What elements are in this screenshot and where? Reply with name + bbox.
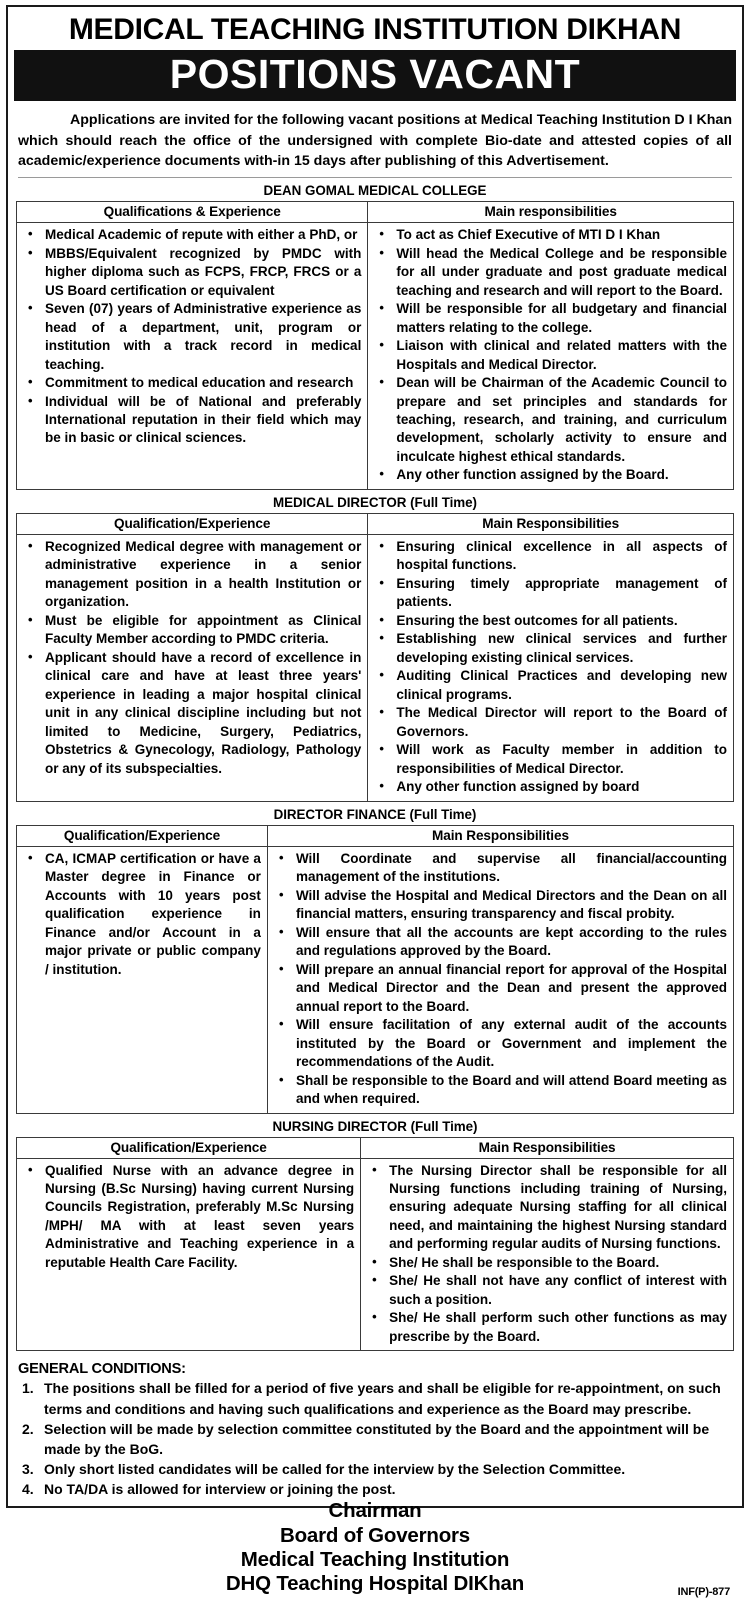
- list-item: • The Medical Director will report to the Board of Governors.: [370, 704, 727, 741]
- section-title: [16, 805, 734, 825]
- list-item: • Establishing new clinical services and further developing existing clinical services.: [370, 630, 727, 667]
- list-item: • Will work as Faculty member in addition to responsibilities of Medical Director.: [370, 741, 727, 778]
- list-item: • Recognized Medical degree with management or administrative experience in a senior management position in a health Institution or organization.: [19, 538, 361, 612]
- list-item: • Dean will be Chairman of the Academic Council to prepare and set principles and standards for teaching, research, and training, and curriculum development, scholarly activity to ensure and inculcate highest ethical standards.: [370, 374, 727, 466]
- list-item: • Any other function assigned by the Board.: [370, 466, 727, 484]
- qualification-list: [19, 850, 261, 979]
- section-title-text: DEAN GOMAL MEDICAL COLLEGE: [263, 183, 487, 199]
- table-row: [17, 534, 734, 801]
- responsibilities-list: [363, 1162, 727, 1347]
- position-section: [16, 1117, 734, 1352]
- list-item: • Will be responsible for all budgetary and financial matters relating to the college.: [370, 300, 727, 337]
- list-item: • Auditing Clinical Practices and developing new clinical programs.: [370, 667, 727, 704]
- list-item: • Medical Academic of repute with either a PhD, or: [19, 226, 361, 244]
- qualification-column-header: Qualification/Experience: [17, 513, 368, 534]
- list-item: • She/ He shall not have any conflict of interest with such a position.: [363, 1272, 727, 1309]
- table-row: [17, 1158, 734, 1351]
- section-employment-type: (Full Time): [410, 494, 477, 510]
- responsibilities-list: [270, 850, 727, 1109]
- list-item: • Ensuring the best outcomes for all patients.: [370, 612, 727, 630]
- responsibilities-list-cell: [368, 534, 734, 801]
- qualification-column-header: Qualification/Experience: [17, 825, 268, 846]
- list-item: • Will Coordinate and supervise all financial/accounting management of the institutions.: [270, 850, 727, 887]
- responsibilities-list: [370, 226, 727, 485]
- list-item: • Any other function assigned by board: [370, 778, 727, 796]
- general-condition-item: Selection will be made by selection committee constituted by the Board and the appointment will be made by the BoG.: [44, 1420, 710, 1457]
- signatory-institution: Medical Teaching Institution: [240, 1548, 510, 1572]
- signatory-hospital: DHQ Teaching Hospital DIKhan: [225, 1572, 525, 1596]
- table-row: [17, 846, 734, 1113]
- responsibilities-column-header: Main Responsibilities: [267, 825, 733, 846]
- list-item: • Ensuring clinical excellence in all aspects of hospital functions.: [370, 538, 727, 575]
- positions-vacant-banner: POSITIONS VACANT: [14, 50, 736, 101]
- responsibilities-list: [370, 538, 727, 797]
- general-condition-item: The positions shall be filled for a period of five years and shall be eligible for re-appointment, on such terms and conditions and having such qualifications and experience as the Board may prescribe.: [44, 1380, 721, 1417]
- table-header-row: [17, 202, 734, 223]
- intro-line-3: academic/experience documents with-in 15 days after publishing of this Advertisement.: [18, 152, 609, 169]
- list-item: • The Nursing Director shall be responsible for all Nursing functions including training of Nursing, ensuring adequate Nursing staffing for all clinical need, and maintaining the highest Nursing standard and performing regular audits of Nursing functions.: [363, 1162, 727, 1254]
- requirements-table: [16, 825, 734, 1114]
- list-item: • Commitment to medical education and research: [19, 374, 361, 392]
- list-item: • Ensuring timely appropriate management of patients.: [370, 575, 727, 612]
- inf-code: INF(P)-877: [677, 1585, 730, 1598]
- list-item: • MBBS/Equivalent recognized by PMDC with higher diploma such as FCPS, FRCP, FRCS or a US Board certification or equivalent: [19, 245, 361, 300]
- responsibilities-column-header: Main Responsibilities: [361, 1137, 734, 1158]
- position-section: [16, 805, 734, 1114]
- general-condition-item: No TA/DA is allowed for interview or joining the post.: [44, 1481, 396, 1498]
- signature-block: [16, 1499, 734, 1599]
- requirements-table: [16, 513, 734, 802]
- position-section: [16, 181, 734, 490]
- qualification-column-header: Qualifications & Experience: [17, 202, 368, 223]
- qualification-list-cell: [17, 223, 368, 490]
- page-border: [6, 5, 744, 1598]
- list-item: • Will ensure facilitation of any external audit of the accounts instituted by the Board or Government and implement the recommendations of the Audit.: [270, 1016, 727, 1071]
- table-row: [17, 223, 734, 490]
- section-title: [16, 493, 734, 513]
- list-item: • She/ He shall be responsible to the Board.: [363, 1254, 727, 1272]
- signatory-role: Chairman: [328, 1499, 422, 1523]
- list-item: • Applicant should have a record of excellence in clinical care and have at least three years' experience in leading a major hospital clinical unit in any clinical discipline including but not limited to Medicine, Surgery, Pediatrics, Obstetrics & Gynecology, Radiology, Pathology or any of its subspecialties.: [19, 649, 361, 778]
- list-item: • Will ensure that all the accounts are kept according to the rules and regulations approved by the Board.: [270, 924, 727, 961]
- section-employment-type: (Full Time): [409, 806, 477, 822]
- requirements-table: [16, 201, 734, 490]
- responsibilities-column-header: Main Responsibilities: [368, 513, 734, 534]
- list-item: • Liaison with clinical and related matters with the Hospitals and Medical Director.: [370, 337, 727, 374]
- qualification-column-header: Qualification/Experience: [17, 1137, 361, 1158]
- requirements-table: [16, 1137, 734, 1352]
- section-title: [16, 181, 734, 201]
- intro-paragraph: [16, 101, 734, 175]
- list-item: • Will advise the Hospital and Medical Directors and the Dean on all financial matters, ensuring transparency and fiscal probity.: [270, 887, 727, 924]
- qualification-list-cell: [17, 1158, 361, 1351]
- list-item: • Must be eligible for appointment as Clinical Faculty Member according to PMDC criteria.: [19, 612, 361, 649]
- table-header-row: [17, 513, 734, 534]
- list-item: • CA, ICMAP certification or have a Master degree in Finance or Accounts with 10 years post qualification experience in Finance and/or Account in a major private or public company / institution.: [19, 850, 261, 979]
- general-condition-item: Only short listed candidates will be called for the interview by the Selection Committee.: [44, 1460, 626, 1477]
- section-title-text: MEDICAL DIRECTOR: [273, 494, 407, 510]
- list-item: • She/ He shall perform such other functions as may prescribe by the Board.: [363, 1309, 727, 1346]
- responsibilities-list-cell: [267, 846, 733, 1113]
- qualification-list: [19, 1162, 354, 1273]
- list-item: • Seven (07) years of Administrative experience as head of a department, unit, program or institution with a track record in medical teaching.: [19, 300, 361, 374]
- qualification-list: [19, 538, 361, 778]
- table-header-row: [17, 825, 734, 846]
- list-item: • Individual will be of National and preferably International reputation in their field which may be in basic or clinical sciences.: [19, 393, 361, 448]
- qualification-list-cell: [17, 846, 268, 1113]
- responsibilities-list-cell: [368, 223, 734, 490]
- list-item: • Shall be responsible to the Board and will attend Board meeting as and when required.: [270, 1072, 727, 1109]
- general-conditions: [16, 1351, 734, 1499]
- general-conditions-title: GENERAL CONDITIONS:: [18, 1361, 186, 1378]
- intro-line-1: Applications are invited for the following vacant positions at Medical Teaching Institution D I Khan: [70, 112, 732, 129]
- intro-line-2: which should reach the office of the undersigned with complete Bio-date and attested copies of all: [18, 132, 732, 149]
- responsibilities-list-cell: [361, 1158, 734, 1351]
- table-header-row: [17, 1137, 734, 1158]
- section-title-text: DIRECTOR FINANCE: [273, 806, 406, 822]
- signatory-body: Board of Governors: [279, 1523, 471, 1547]
- qualification-list-cell: [17, 534, 368, 801]
- qualification-list: [19, 226, 361, 448]
- section-title-text: NURSING DIRECTOR: [272, 1118, 407, 1134]
- institution-title: MEDICAL TEACHING INSTITUTION DIKHAN: [68, 13, 682, 46]
- general-conditions-list: [18, 1378, 732, 1499]
- sections-container: [16, 178, 734, 1351]
- list-item: • Qualified Nurse with an advance degree in Nursing (B.Sc Nursing) having current Nursing Councils Registration, preferably M.Sc Nursing /MPH/ MA with at least seven years Administrative and Teaching experience in a reputable Health Care Facility.: [19, 1162, 354, 1273]
- section-employment-type: (Full Time): [410, 1118, 478, 1134]
- section-title: [16, 1117, 734, 1137]
- position-section: [16, 493, 734, 802]
- list-item: • Will head the Medical College and be responsible for all under graduate and post graduate medical teaching and research and will report to the Board.: [370, 245, 727, 300]
- responsibilities-column-header: Main responsibilities: [368, 202, 734, 223]
- list-item: • Will prepare an annual financial report for approval of the Hospital and Medical Director and the Dean and present the approved annual report to the Board.: [270, 961, 727, 1016]
- list-item: • To act as Chief Executive of MTI D I Khan: [370, 226, 727, 244]
